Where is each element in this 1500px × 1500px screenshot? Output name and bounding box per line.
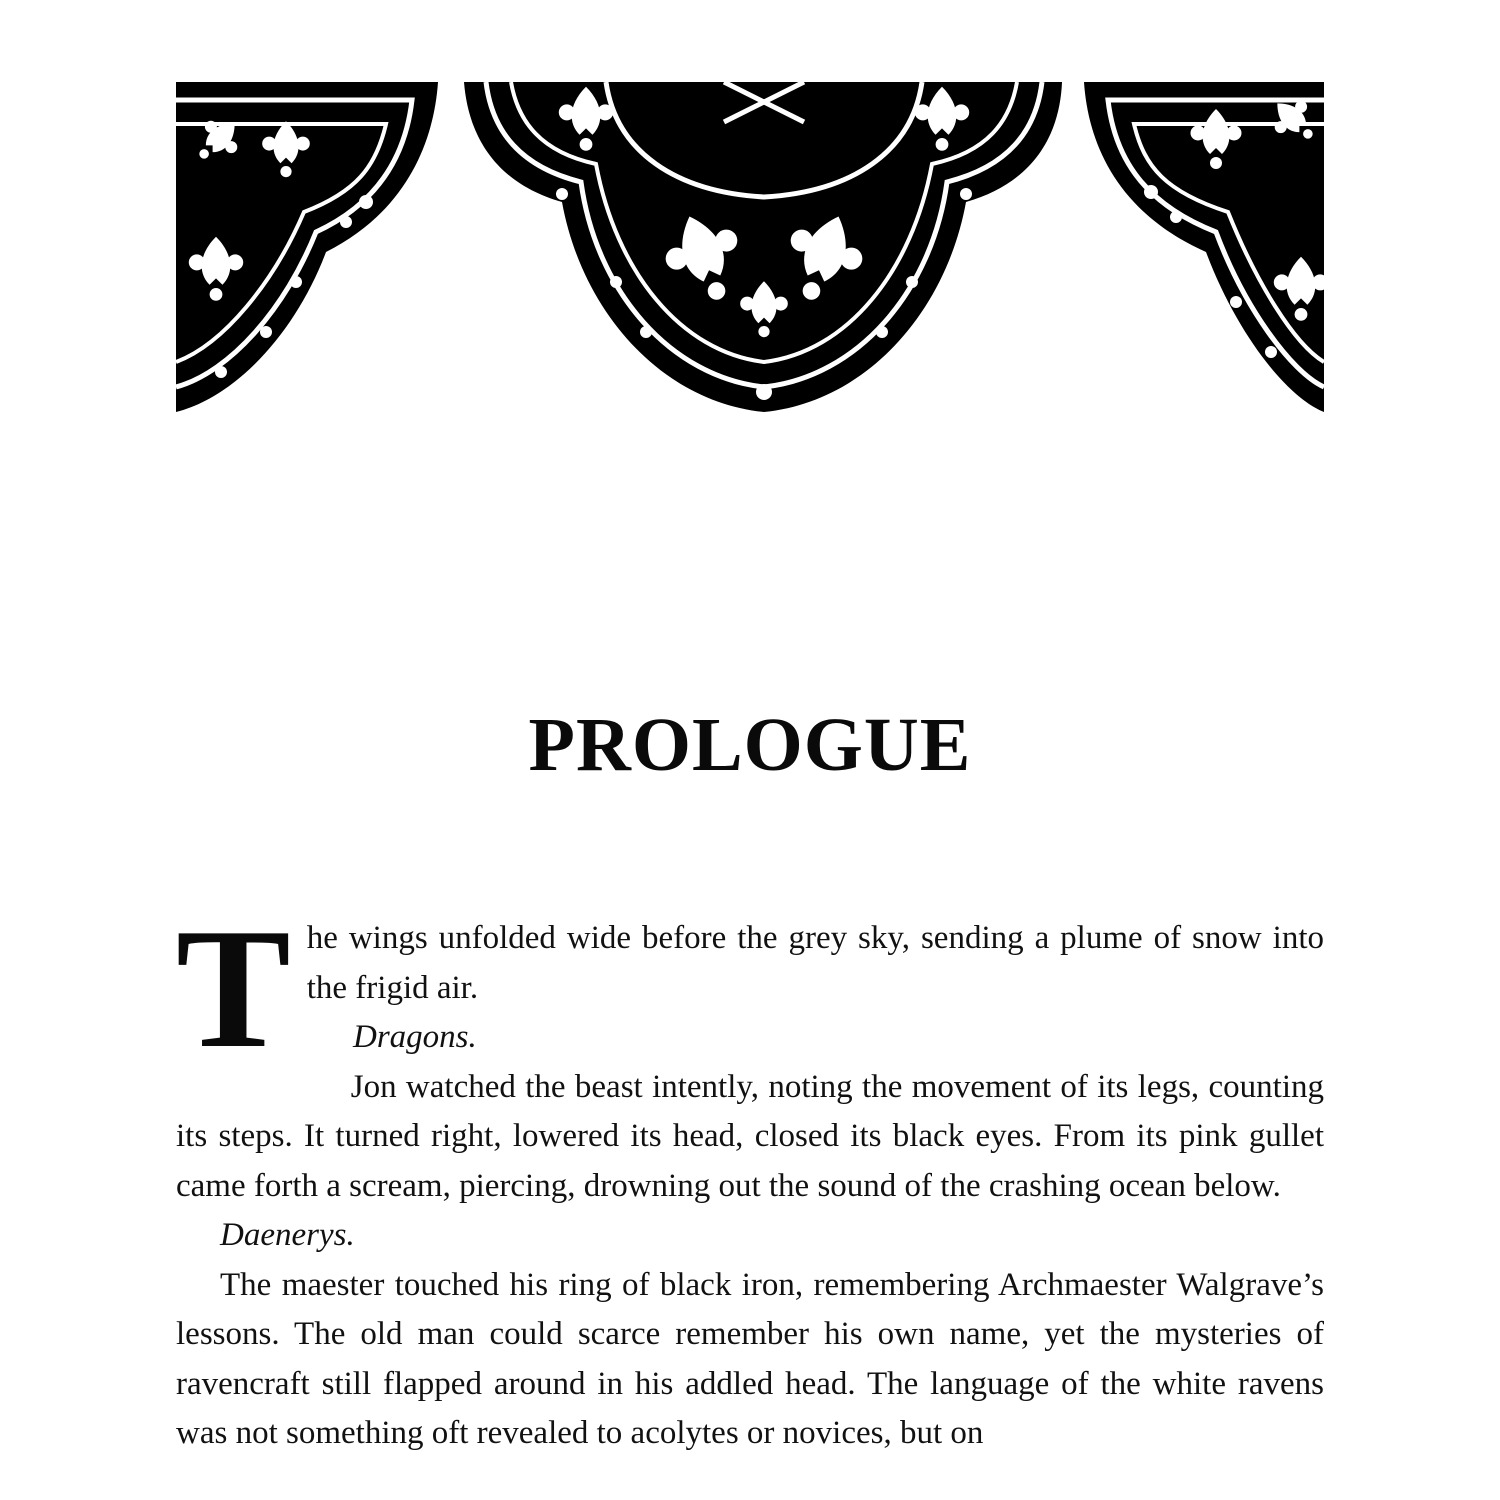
paragraph-maester: The maester touched his ring of black iron, remembering Archmaester Walgrave’s lessons. The old man could scarce remember his own name, yet the mysteries of ravencraft still flapped around in his addled head. The language of the white ravens was not something oft revealed to acolytes or novices, but on (176, 1266, 1324, 1451)
ornament-center-lobe (464, 82, 1062, 412)
ornament-right-lobe (1084, 82, 1324, 412)
paragraph-daenerys-text: Daenerys. (220, 1217, 355, 1253)
paragraph-jon: Jon watched the beast intently, noting the movement of its legs, counting its steps. It turned right, lowered its head, closed its black eyes. From its pink gullet came forth a scream, piercing, drowning out the sound of the crashing ocean below. (176, 1068, 1324, 1204)
paragraph-daenerys (176, 1211, 1324, 1261)
ornament-left-lobe (176, 82, 438, 412)
paragraph-dragons-text: Dragons. (353, 1019, 477, 1055)
paragraph-dragons (176, 1013, 1324, 1063)
decorative-ornament-border (176, 82, 1324, 422)
paragraph-opening-text: he wings unfolded wide before the grey sky, sending a plume of snow into the frigid air. (306, 920, 1324, 1006)
body-text (176, 894, 1324, 1459)
chapter-title: PROLOGUE (528, 703, 972, 787)
drop-cap: T (176, 894, 291, 1084)
